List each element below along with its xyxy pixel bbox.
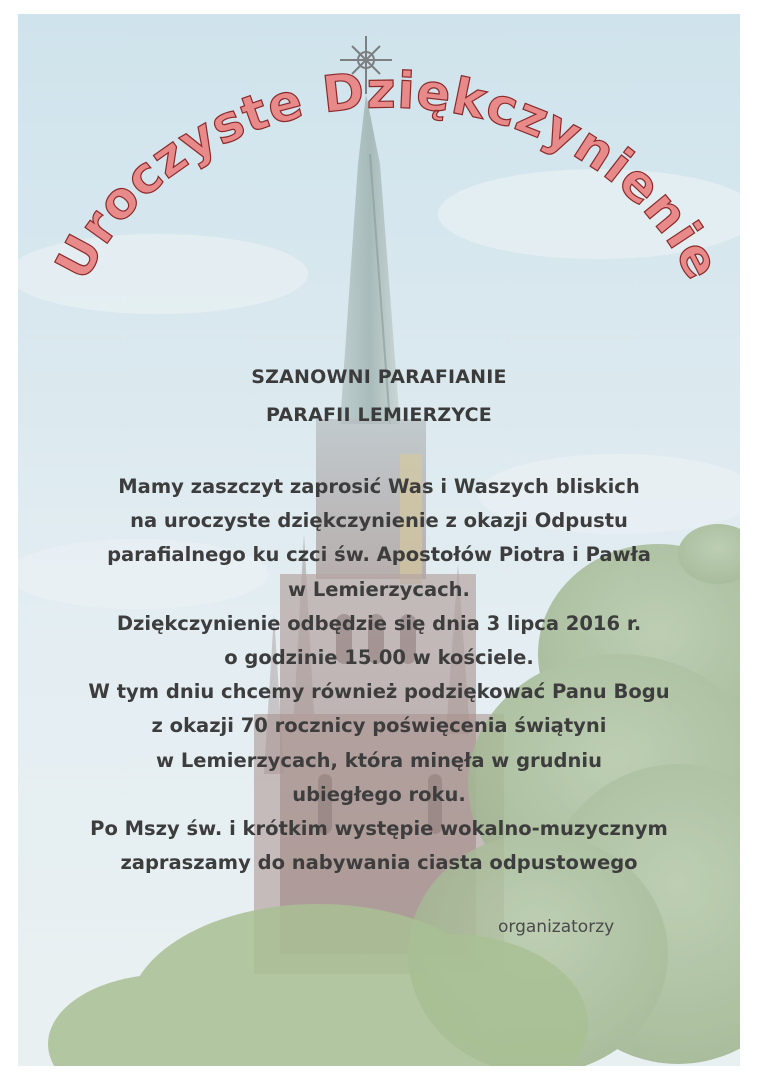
title: Uroczyste Dziękczynienie — [44, 61, 732, 289]
body-line: na uroczyste dziękczynienie z okazji Odpustu — [130, 509, 628, 533]
body-line: z okazji 70 rocznicy poświęcenia świątyni — [151, 714, 607, 738]
body-line: Mamy zaszczyt zaprosić Was i Waszych bliskich — [118, 475, 640, 498]
body-line: w Lemierzycach. — [288, 577, 470, 601]
body-line: W tym dniu chcemy również podziękować Panu Bogu — [88, 680, 670, 704]
body-line: Po Mszy św. i krótkim występie wokalno-muzycznym — [90, 816, 668, 840]
body-line: ubiegłego roku. — [292, 782, 466, 806]
body-line: parafialnego ku czci św. Apostołów Piotra i Pawła — [107, 543, 651, 567]
body-line: Dziękczynienie odbędzie się dnia 3 lipca 2016 r. — [116, 611, 642, 635]
poster-background — [18, 14, 740, 1066]
body-line: o godzinie 15.00 w kościele. — [224, 645, 534, 669]
invitation-body — [18, 470, 740, 880]
heading-line-2: PARAFII LEMIERZYCE — [265, 404, 492, 426]
heading-line-1: SZANOWNI PARAFIANIE — [251, 366, 507, 388]
invitation-content — [18, 14, 740, 1066]
body-line: w Lemierzycach, która minęła w grudniu — [156, 748, 602, 772]
body-line: zapraszamy do nabywania ciasta odpustowego — [120, 851, 638, 875]
signature: organizatorzy — [498, 917, 615, 937]
